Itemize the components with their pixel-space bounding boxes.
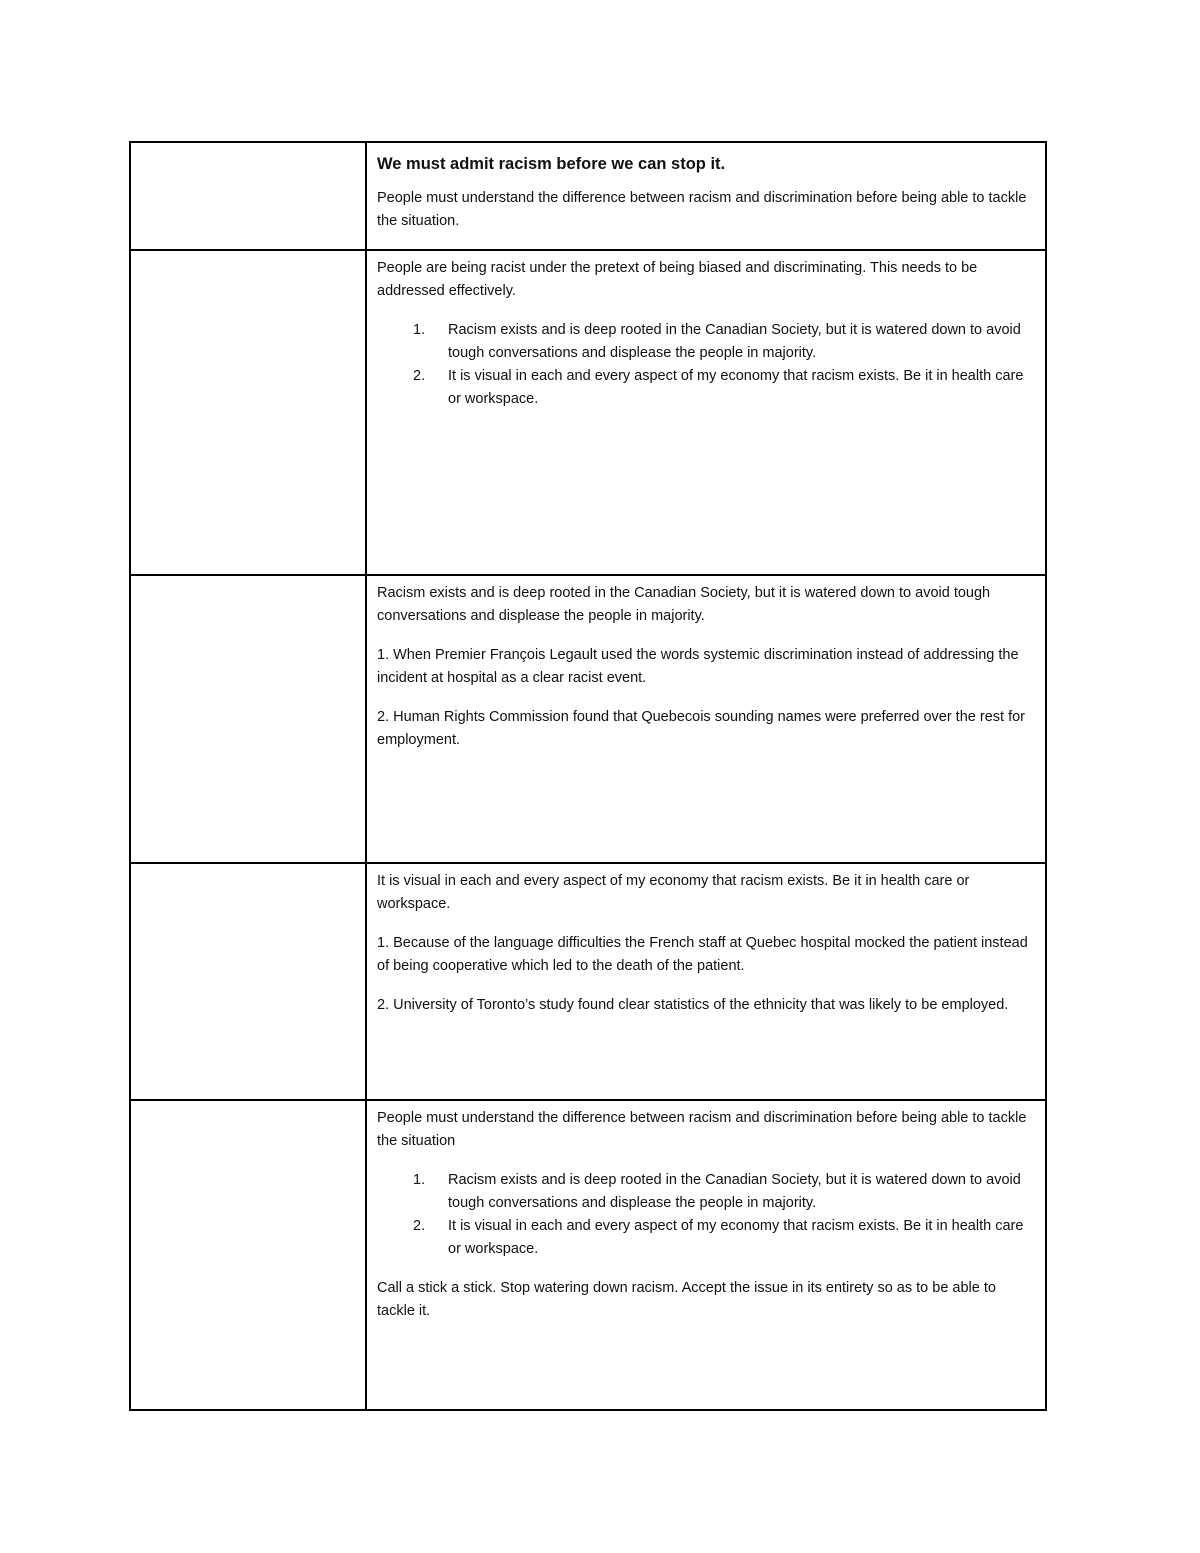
list-text: It is visual in each and every aspect of my economy that racism exists. Be it in health care or workspace. bbox=[448, 368, 1024, 407]
right-cell bbox=[366, 863, 1046, 1100]
right-cell bbox=[366, 250, 1046, 575]
left-cell bbox=[130, 575, 366, 863]
left-cell bbox=[130, 1100, 366, 1410]
table-row bbox=[130, 575, 1046, 863]
list-item bbox=[377, 365, 1035, 411]
paragraph: People must understand the difference between racism and discrimination before being able to tackle the situation. bbox=[377, 190, 1027, 229]
list-number: 2. bbox=[413, 368, 426, 384]
outline-table bbox=[129, 141, 1047, 1411]
paragraph: Racism exists and is deep rooted in the Canadian Society, but it is watered down to avoid tough conversations and displease the people in majority. bbox=[377, 585, 991, 624]
list-item bbox=[377, 1169, 1035, 1215]
list-number: 1. bbox=[413, 1172, 426, 1188]
thesis-heading: We must admit racism before we can stop it. bbox=[377, 155, 726, 173]
paragraph: 1. When Premier François Legault used the words systemic discrimination instead of addressing the incident at hospital as a clear racist event. bbox=[377, 647, 1019, 686]
list-text: Racism exists and is deep rooted in the Canadian Society, but it is watered down to avoid tough conversations and displease the people in majority. bbox=[448, 322, 1021, 361]
list-item bbox=[377, 1215, 1035, 1261]
left-cell bbox=[130, 863, 366, 1100]
paragraph: It is visual in each and every aspect of my economy that racism exists. Be it in health care or workspace. bbox=[377, 873, 970, 912]
right-cell bbox=[366, 575, 1046, 863]
list-number: 1. bbox=[413, 322, 426, 338]
paragraph: 2. University of Toronto’s study found clear statistics of the ethnicity that was likely to be employed. bbox=[377, 997, 1009, 1013]
list-number: 2. bbox=[413, 1218, 426, 1234]
paragraph: People are being racist under the pretext of being biased and discriminating. This needs to be addressed effectively. bbox=[377, 260, 978, 299]
table-row bbox=[130, 142, 1046, 250]
paragraph: 1. Because of the language difficulties the French staff at Quebec hospital mocked the patient instead of being cooperative which led to the death of the patient. bbox=[377, 935, 1028, 974]
right-cell bbox=[366, 1100, 1046, 1410]
list-item bbox=[377, 319, 1035, 365]
paragraph: Call a stick a stick. Stop watering down racism. Accept the issue in its entirety so as to be able to tackle it. bbox=[377, 1280, 996, 1319]
left-cell bbox=[130, 250, 366, 575]
table-row bbox=[130, 863, 1046, 1100]
paragraph: People must understand the difference between racism and discrimination before being able to tackle the situation bbox=[377, 1110, 1027, 1149]
list-text: It is visual in each and every aspect of my economy that racism exists. Be it in health care or workspace. bbox=[448, 1218, 1024, 1257]
left-cell bbox=[130, 142, 366, 250]
paragraph: 2. Human Rights Commission found that Quebecois sounding names were preferred over the rest for employment. bbox=[377, 709, 1025, 748]
table-row bbox=[130, 1100, 1046, 1410]
right-cell bbox=[366, 142, 1046, 250]
numbered-list bbox=[377, 319, 1035, 411]
list-text: Racism exists and is deep rooted in the Canadian Society, but it is watered down to avoid tough conversations and displease the people in majority. bbox=[448, 1172, 1021, 1211]
table-row bbox=[130, 250, 1046, 575]
numbered-list bbox=[377, 1169, 1035, 1261]
